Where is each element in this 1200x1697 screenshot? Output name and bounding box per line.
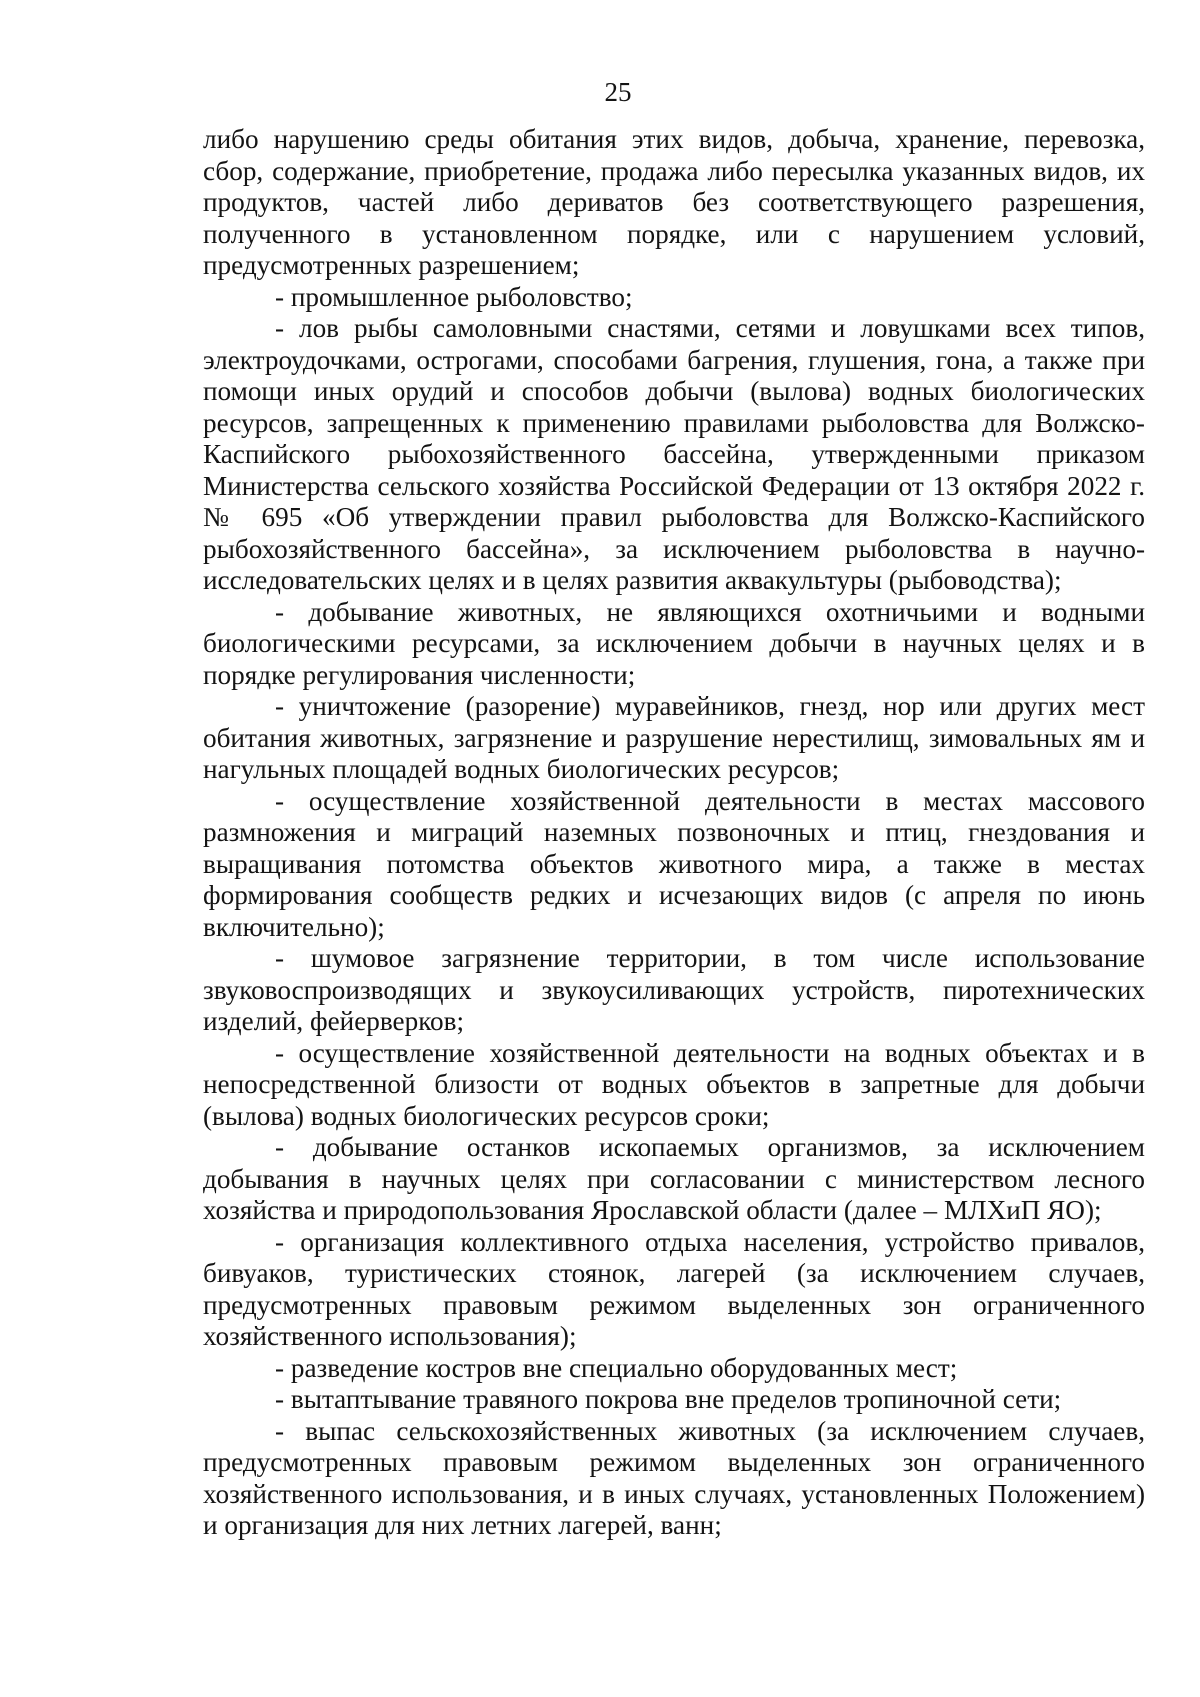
list-item-recreation: - организация коллективного отдыха населения, устройство привалов, бивуаков, туристических стоянок, лагерей (за исключением случаев, предусмотренных правовым режимом выделенных зон ограниченного хозяйственного использования);: [203, 1226, 1145, 1351]
list-item-habitat-destruction: - уничтожение (разорение) муравейников, гнезд, нор или других мест обитания животных, загрязнение и разрушение нерестилищ, зимовальных ям и нагульных площадей водных биологических ресурсов;: [203, 691, 1145, 784]
list-item-noise-pollution: - шумовое загрязнение территории, в том числе использование звуковоспроизводящих и звукоусиливающих устройств, пиротехнических изделий, фейерверков;: [203, 943, 1145, 1036]
list-item-campfires: - разведение костров вне специально оборудованных мест;: [275, 1352, 958, 1383]
list-item-fishing-gear-ban: - лов рыбы самоловными снастями, сетями и ловушками всех типов, электроудочками, острогами, способами багрения, глушения, гона, а также при помощи иных орудий и способов добычи (вылова) водных биологических ресурсов, запрещенных к применению правилами рыболовства для Волжско-Каспийского рыбохозяйственного бассейна, утвержденными приказом Министерства сельского хозяйства Российской Федерации от 13 октября 2022 г. № 695 «Об утверждении правил рыболовства для Волжско-Каспийского рыбохозяйственного бассейна», за исключением рыболовства в научно-исследовательских целях и в целях развития аквакультуры (рыбоводства);: [203, 313, 1145, 595]
list-item-grazing: - выпас сельскохозяйственных животных (за исключением случаев, предусмотренных правовым режимом выделенных зон ограниченного хозяйственного использования, и в иных случаях, установленных Положением) и организация для них летних лагерей, ванн;: [203, 1415, 1145, 1540]
list-item-breeding-areas: - осуществление хозяйственной деятельности в местах массового размножения и миграций наземных позвоночных и птиц, гнездования и выращивания потомства объектов животного мира, а также в местах формирования сообществ редких и исчезающих видов (с апреля по июнь включительно);: [203, 785, 1145, 942]
paragraph-continuation: либо нарушению среды обитания этих видов, добыча, хранение, перевозка, сбор, содержание, приобретение, продажа либо пересылка указанных видов, их продуктов, частей либо дериватов без соответствующего разрешения, полученного в установленном порядке, или с нарушением условий, предусмотренных разрешением;: [203, 124, 1145, 280]
list-item-fossil-extraction: - добывание останков ископаемых организмов, за исключением добывания в научных целях при согласовании с министерством лесного хозяйства и природопользования Ярославской области (далее – МЛХиП ЯО);: [203, 1132, 1145, 1225]
list-item-animal-hunting: - добывание животных, не являющихся охотничьими и водными биологическими ресурсами, за исключением добычи в научных целях и в порядке регулирования численности;: [203, 596, 1145, 690]
list-item-trampling: - вытаптывание травяного покрова вне пределов тропиночной сети;: [275, 1384, 1062, 1414]
list-item-industrial-fishing: - промышленное рыболовство;: [275, 281, 633, 312]
page-number: 25: [604, 77, 632, 107]
list-item-water-objects: - осуществление хозяйственной деятельности на водных объектах и в непосредственной близости от водных объектов в запретные для добычи (вылова) водных биологических ресурсов сроки;: [203, 1037, 1145, 1131]
body-text: [203, 124, 1145, 1542]
